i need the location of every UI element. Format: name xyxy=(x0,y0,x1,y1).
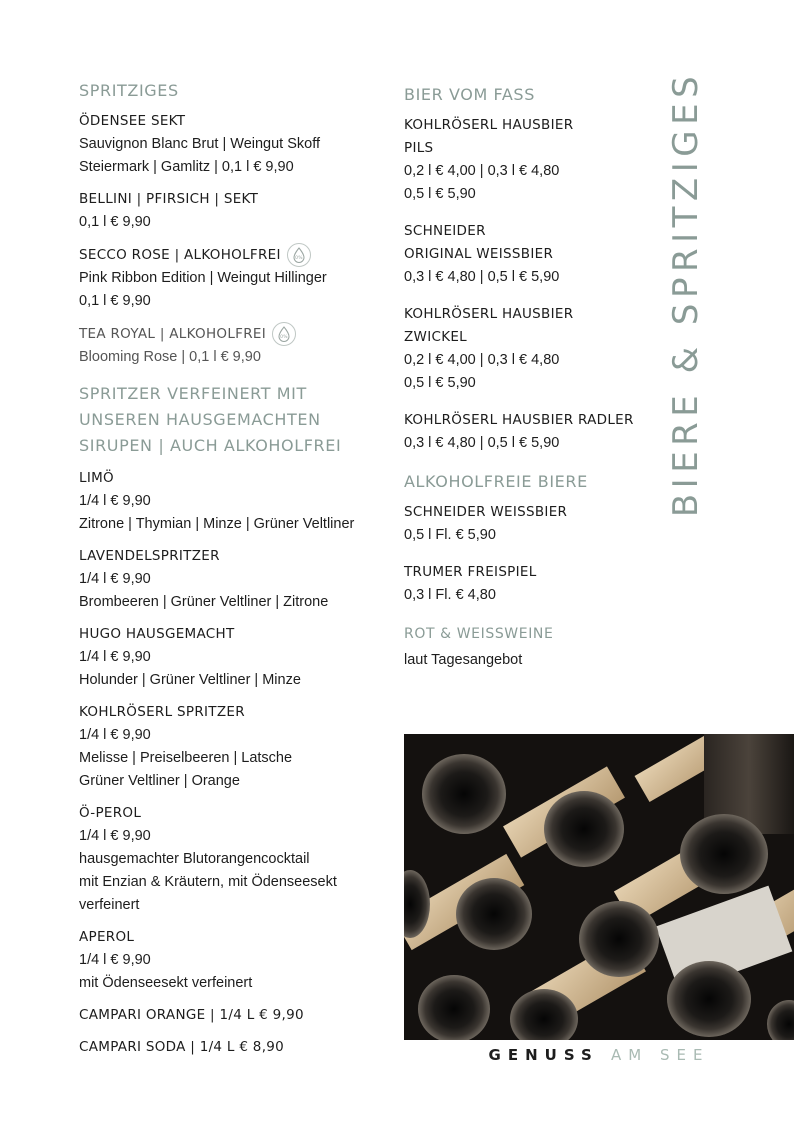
menu-item-name-text: LIMÖ xyxy=(79,470,114,486)
menu-item-name xyxy=(79,623,394,646)
menu-item-name-text: APEROL xyxy=(79,929,135,945)
menu-item-detail: 0,5 l € 5,90 xyxy=(404,186,476,202)
menu-item-detail: Blooming Rose | 0,1 l € 9,90 xyxy=(79,349,261,365)
menu-item-name-text: KOHLRÖSERL SPRITZER xyxy=(79,704,245,720)
menu-item-name-text: LAVENDELSPRITZER xyxy=(79,548,220,564)
menu-item-detail: 0,2 l € 4,00 | 0,3 l € 4,80 xyxy=(404,163,560,179)
menu-item-name: KOHLRÖSERL HAUSBIER xyxy=(404,117,574,133)
menu-item xyxy=(404,649,674,672)
menu-item xyxy=(404,114,674,206)
menu-item-name xyxy=(79,1004,394,1027)
left-column xyxy=(79,78,394,1068)
vertical-title xyxy=(666,70,706,518)
wine-bottles-illustration xyxy=(404,734,794,1040)
menu-item-name-text: CAMPARI SODA | 1/4 L € 8,90 xyxy=(79,1039,285,1055)
menu-item xyxy=(79,926,394,995)
menu-item-detail: Zitrone | Thymian | Minze | Grüner Veltliner xyxy=(79,516,355,532)
menu-item-detail: 1/4 l € 9,90 xyxy=(79,649,151,665)
zero-percent-icon-text: 0% xyxy=(280,335,288,340)
menu-item-detail: 0,3 l € 4,80 | 0,5 l € 5,90 xyxy=(404,269,560,285)
zero-percent-icon xyxy=(287,243,311,267)
menu-item-name-text: CAMPARI ORANGE | 1/4 L € 9,90 xyxy=(79,1007,304,1023)
menu-item-name xyxy=(79,545,394,568)
menu-item-detail: 1/4 l € 9,90 xyxy=(79,828,151,844)
menu-item xyxy=(79,188,394,234)
menu-item-name xyxy=(79,926,394,949)
menu-item-detail: Sauvignon Blanc Brut | Weingut Skoff xyxy=(79,136,321,152)
menu-item-detail: Brombeeren | Grüner Veltliner | Zitrone xyxy=(79,594,329,610)
menu-item-detail: mit Ödenseesekt verfeinert xyxy=(79,975,253,991)
menu-item-name: ORIGINAL WEISSBIER xyxy=(404,246,554,262)
menu-item xyxy=(79,623,394,692)
menu-item-name-text: HUGO HAUSGEMACHT xyxy=(79,626,235,642)
menu-item xyxy=(79,1036,394,1059)
wine-bottles-photo xyxy=(404,734,794,1040)
menu-item xyxy=(404,409,674,455)
footer-slogan-part1: GENUSS xyxy=(488,1046,599,1064)
menu-item-detail: 0,1 l € 9,90 xyxy=(79,293,151,309)
menu-item xyxy=(79,545,394,614)
menu-item-name xyxy=(79,243,394,267)
middle-column xyxy=(404,82,674,686)
zero-percent-icon xyxy=(272,322,296,346)
menu-item-detail: 0,3 l Fl. € 4,80 xyxy=(404,587,496,603)
section-title: BIER VOM FASS xyxy=(404,85,535,104)
menu-item-name xyxy=(79,467,394,490)
menu-item-detail: mit Enzian & Kräutern, mit Ödenseesekt xyxy=(79,874,337,890)
menu-item-detail: hausgemachter Blutorangencocktail xyxy=(79,851,310,867)
section-title: ALKOHOLFREIE BIERE xyxy=(404,472,588,491)
menu-item-name-text: BELLINI | PFIRSICH | SEKT xyxy=(79,191,259,207)
menu-item-detail: verfeinert xyxy=(79,897,140,913)
menu-item-name: PILS xyxy=(404,140,434,156)
menu-item-detail: 0,5 l Fl. € 5,90 xyxy=(404,527,496,543)
menu-item-detail: Pink Ribbon Edition | Weingut Hillinger xyxy=(79,270,327,286)
menu-item xyxy=(404,561,674,607)
menu-item-name: SCHNEIDER xyxy=(404,223,486,239)
menu-item-detail: 0,5 l € 5,90 xyxy=(404,375,476,391)
menu-item-name: TRUMER FREISPIEL xyxy=(404,564,537,580)
menu-item-name-text: SECCO ROSE | ALKOHOLFREI xyxy=(79,246,281,263)
footer-slogan-part2: AM SEE xyxy=(611,1046,710,1064)
menu-item xyxy=(79,701,394,793)
section-title-line: SIRUPEN | AUCH ALKOHOLFREI xyxy=(79,436,342,455)
section-title-line: SPRITZER VERFEINERT MIT xyxy=(79,384,307,403)
menu-item-detail: laut Tagesangebot xyxy=(404,652,523,668)
menu-item-detail: 0,2 l € 4,00 | 0,3 l € 4,80 xyxy=(404,352,560,368)
menu-item-detail: 0,1 l € 9,90 xyxy=(79,214,151,230)
menu-item-name xyxy=(79,110,394,133)
menu-item xyxy=(79,243,394,313)
menu-item-name xyxy=(79,322,394,346)
menu-item xyxy=(404,501,674,547)
vertical-title-text: BIERE & SPRITZIGES xyxy=(666,70,706,518)
menu-item-detail: Holunder | Grüner Veltliner | Minze xyxy=(79,672,301,688)
menu-item-detail: Melisse | Preiselbeeren | Latsche xyxy=(79,750,293,766)
menu-item xyxy=(79,322,394,369)
menu-item-name: KOHLRÖSERL HAUSBIER RADLER xyxy=(404,412,634,428)
menu-item-detail: Grüner Veltliner | Orange xyxy=(79,773,240,789)
menu-item-detail: 1/4 l € 9,90 xyxy=(79,571,151,587)
menu-item xyxy=(79,467,394,536)
menu-item-name: SCHNEIDER WEISSBIER xyxy=(404,504,568,520)
menu-item-name-text: TEA ROYAL | ALKOHOLFREI xyxy=(79,325,267,342)
menu-item-detail: 1/4 l € 9,90 xyxy=(79,727,151,743)
menu-item-name xyxy=(79,1036,394,1059)
zero-percent-icon-text: 0% xyxy=(294,256,303,261)
menu-item xyxy=(404,220,674,289)
menu-item-detail: 1/4 l € 9,90 xyxy=(79,493,151,509)
menu-item-name-text: ÖDENSEE SEKT xyxy=(79,113,186,129)
menu-item xyxy=(79,110,394,179)
menu-item xyxy=(79,1004,394,1027)
menu-item-detail: 0,3 l € 4,80 | 0,5 l € 5,90 xyxy=(404,435,560,451)
menu-item-name xyxy=(79,188,394,211)
menu-item-detail: Steiermark | Gamlitz | 0,1 l € 9,90 xyxy=(79,159,294,175)
section-title xyxy=(79,381,394,459)
section-title: ROT & WEISSWEINE xyxy=(404,626,554,642)
menu-item-name: KOHLRÖSERL HAUSBIER xyxy=(404,306,574,322)
menu-item xyxy=(404,303,674,395)
menu-item-detail: 1/4 l € 9,90 xyxy=(79,952,151,968)
menu-item-name xyxy=(79,701,394,724)
section-title-line: UNSEREN HAUSGEMACHTEN xyxy=(79,410,321,429)
menu-item-name: ZWICKEL xyxy=(404,329,468,345)
footer-slogan xyxy=(404,1046,794,1064)
menu-item-name xyxy=(79,802,394,825)
menu-item-name-text: Ö-PEROL xyxy=(79,805,142,821)
section-title: SPRITZIGES xyxy=(79,81,179,100)
menu-item xyxy=(79,802,394,917)
